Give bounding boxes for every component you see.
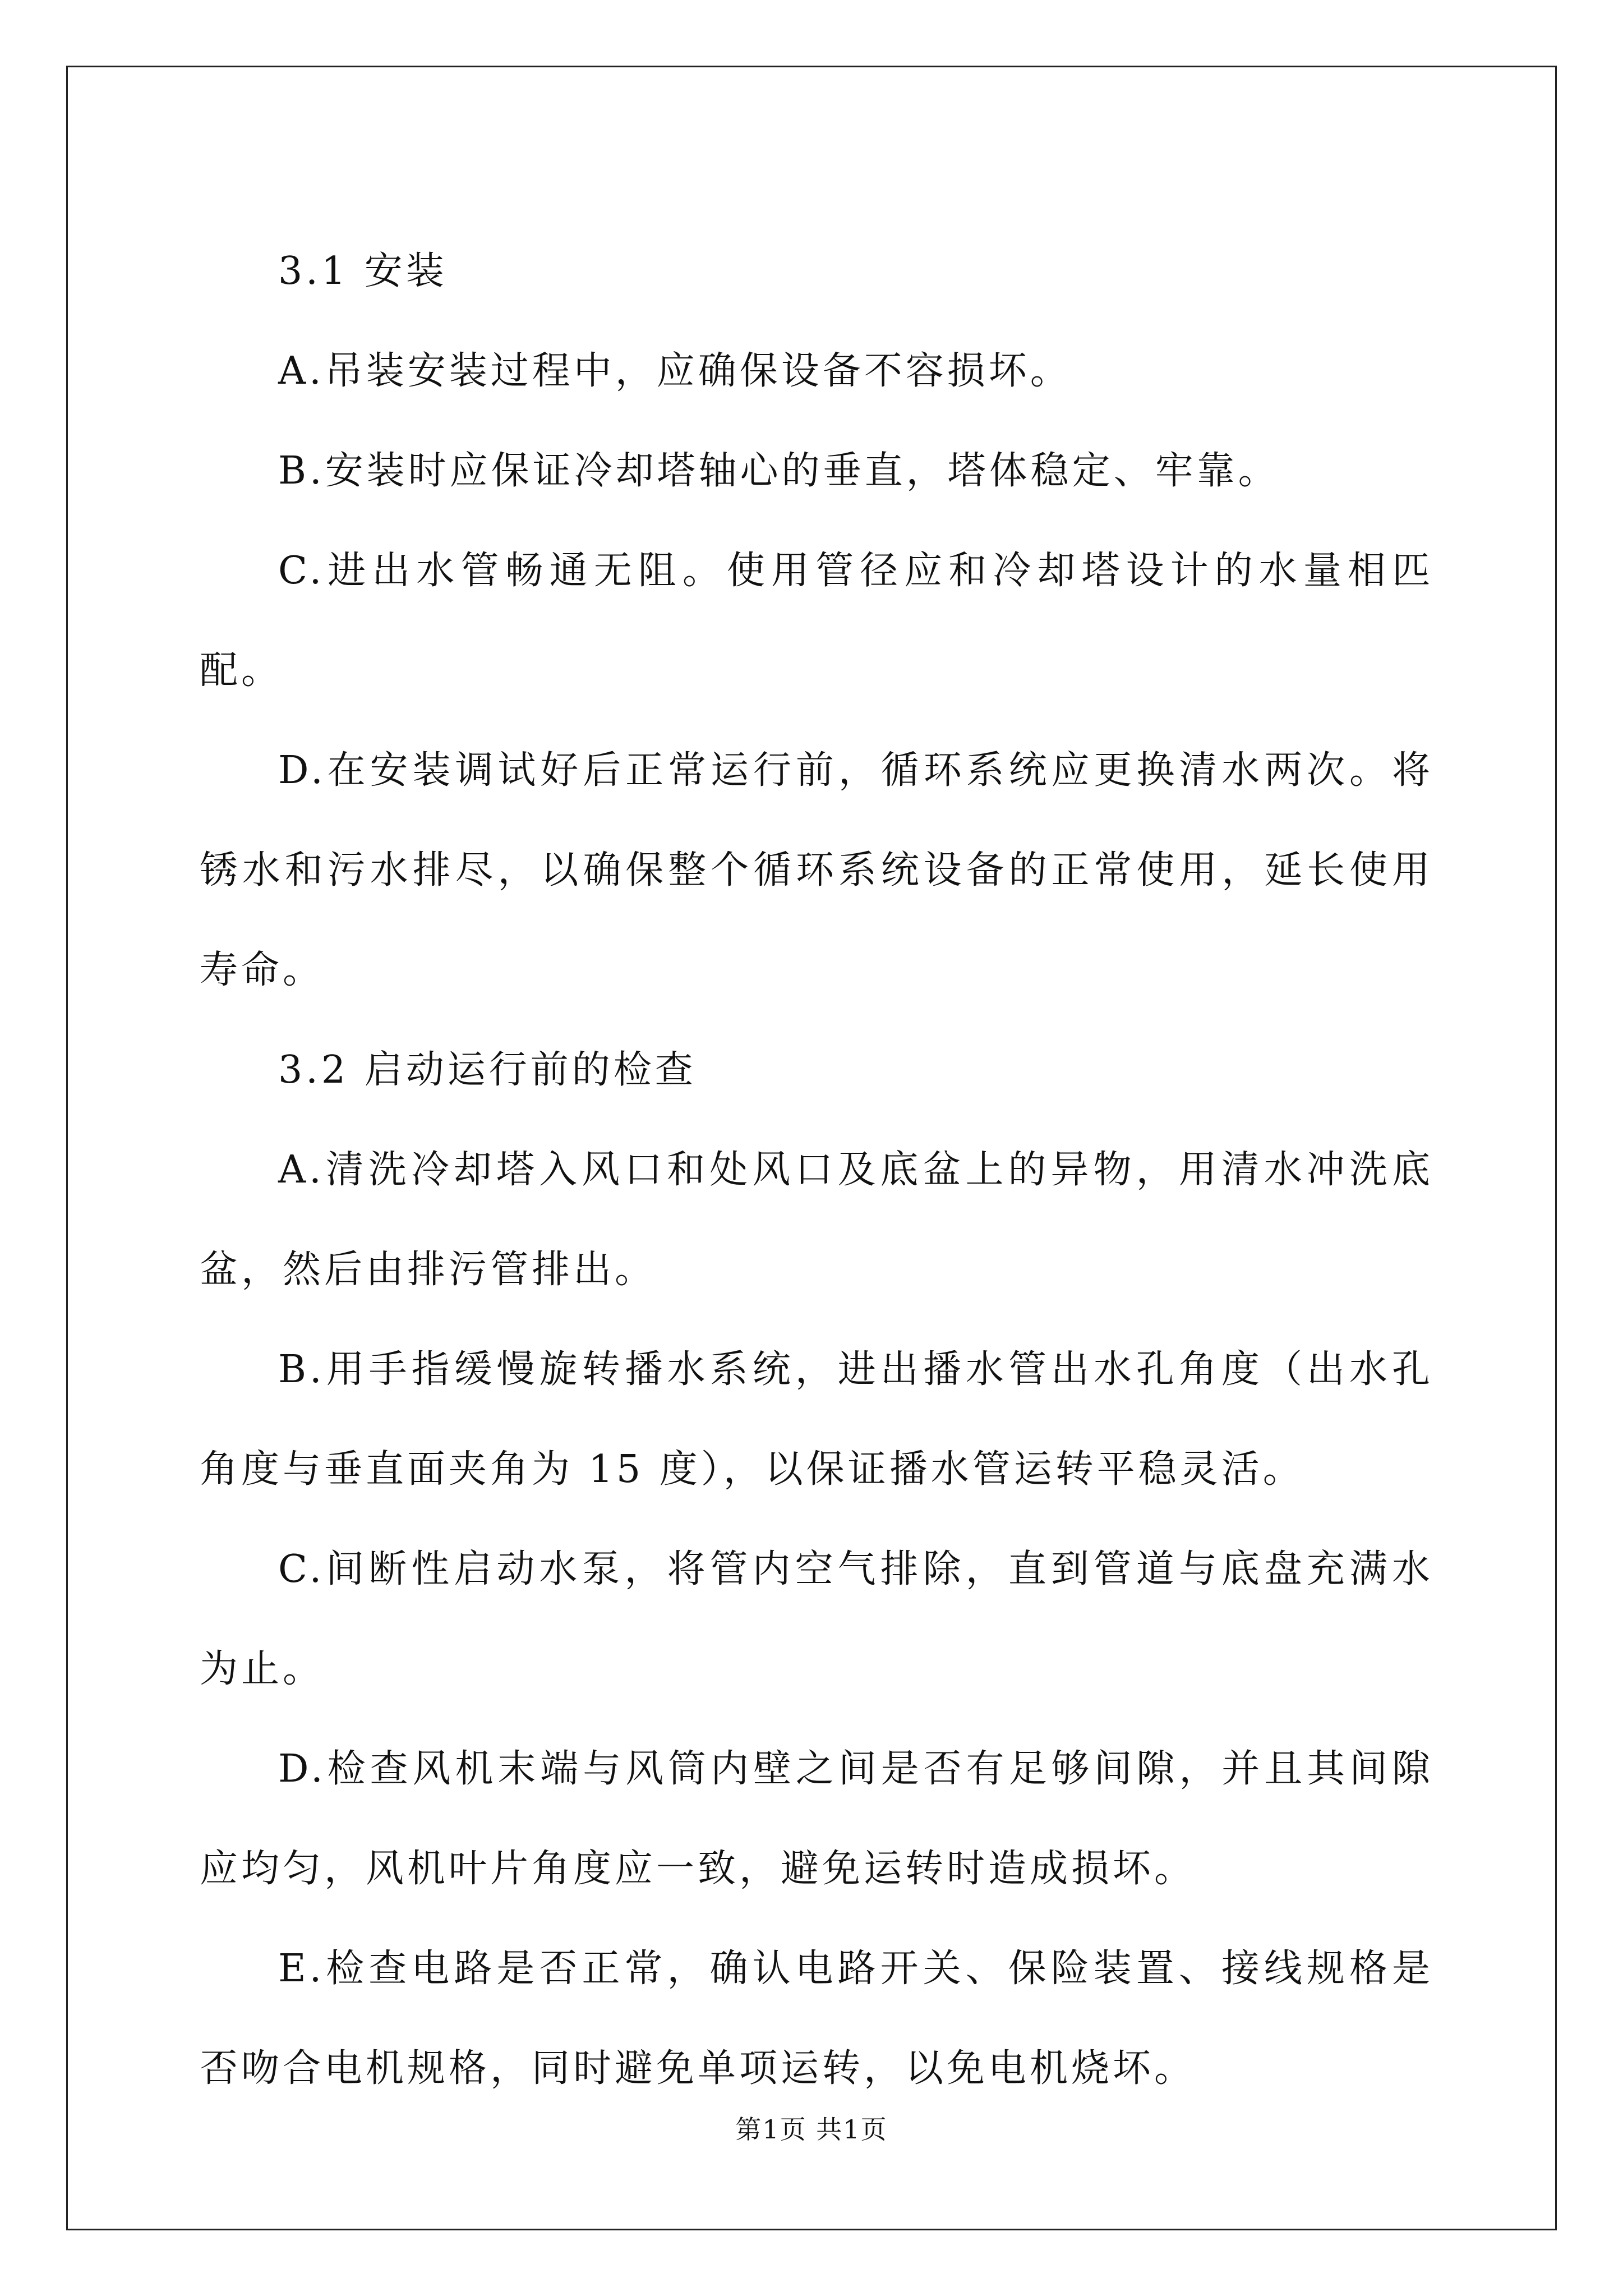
document-body <box>200 222 1433 2119</box>
section-heading-install: 3.1 安装 <box>278 249 448 293</box>
paragraph-install-c: C.进出水管畅通无阻。使用管径应和冷却塔设计的水量相匹配。 <box>200 549 1433 693</box>
paragraph-install-b: B.安装时应保证冷却塔轴心的垂直，塔体稳定、牢靠。 <box>278 449 1280 493</box>
paragraph-install-a: A.吊装安装过程中，应确保设备不容损坏。 <box>278 349 1072 393</box>
paragraph-precheck-d: D.检查风机末端与风筒内壁之间是否有足够间隙，并且其间隙应均匀，风机叶片角度应一致，避免运转时造成损坏。 <box>200 1747 1433 1891</box>
section-heading-precheck: 3.2 启动运行前的检查 <box>278 1048 697 1092</box>
paragraph-precheck-b: B.用手指缓慢旋转播水系统，进出播水管出水孔角度（出水孔角度与垂直面夹角为 15 度），以保证播水管运转平稳灵活。 <box>200 1347 1433 1492</box>
paragraph-precheck-e: E.检查电路是否正常，确认电路开关、保险装置、接线规格是否吻合电机规格，同时避免单项运转，以免电机烧坏。 <box>200 1947 1433 2091</box>
paragraph-precheck-a: A.清洗冷却塔入风口和处风口及底盆上的异物，用清水冲洗底盆，然后由排污管排出。 <box>200 1148 1433 1292</box>
page-footer: 第1页 共1页 <box>735 2114 888 2145</box>
paragraph-install-d: D.在安装调试好后正常运行前，循环系统应更换清水两次。将锈水和污水排尽，以确保整个循环系统设备的正常使用，延长使用寿命。 <box>200 748 1433 992</box>
paragraph-precheck-c: C.间断性启动水泵，将管内空气排除，直到管道与底盘充满水为止。 <box>200 1547 1433 1691</box>
